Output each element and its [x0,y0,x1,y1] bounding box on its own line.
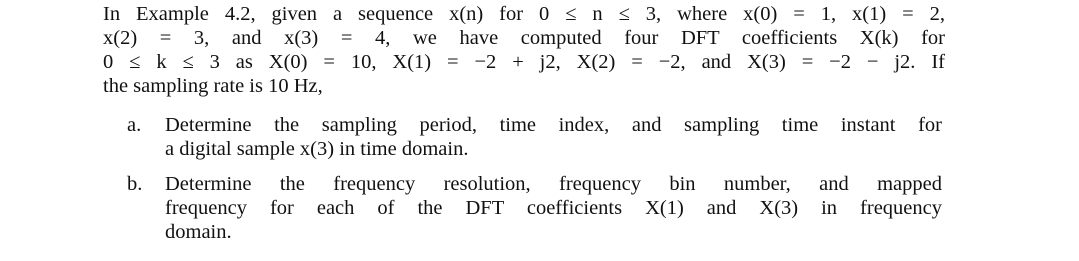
item-b-line-1: Determine the frequency resolution, frequency bin number, and mapped [165,173,942,195]
item-b-line-2: frequency for each of the DFT coefficients X(1) and X(3) in frequency [165,197,942,219]
problem-line-2: x(2) = 3, and x(3) = 4, we have computed four DFT coefficients X(k) for [103,27,945,49]
problem-statement [103,2,945,98]
document-body [103,2,945,244]
question-item-a [127,113,942,161]
item-a-text [165,113,942,161]
problem-line-1: In Example 4.2, given a sequence x(n) for 0 ≤ n ≤ 3, where x(0) = 1, x(1) = 2, [103,3,945,25]
item-b-text [165,172,942,244]
question-item-b [127,172,942,244]
item-marker-b: b. [127,173,143,195]
item-marker-a: a. [127,114,142,136]
problem-line-4: the sampling rate is 10 Hz, [103,75,323,97]
item-b-line-3: domain. [165,221,232,243]
item-a-line-1: Determine the sampling period, time index, and sampling time instant for [165,114,942,136]
problem-line-3: 0 ≤ k ≤ 3 as X(0) = 10, X(1) = −2 + j2, X(2) = −2, and X(3) = −2 − j2. If [103,51,945,73]
item-a-line-2: a digital sample x(3) in time domain. [165,138,469,160]
